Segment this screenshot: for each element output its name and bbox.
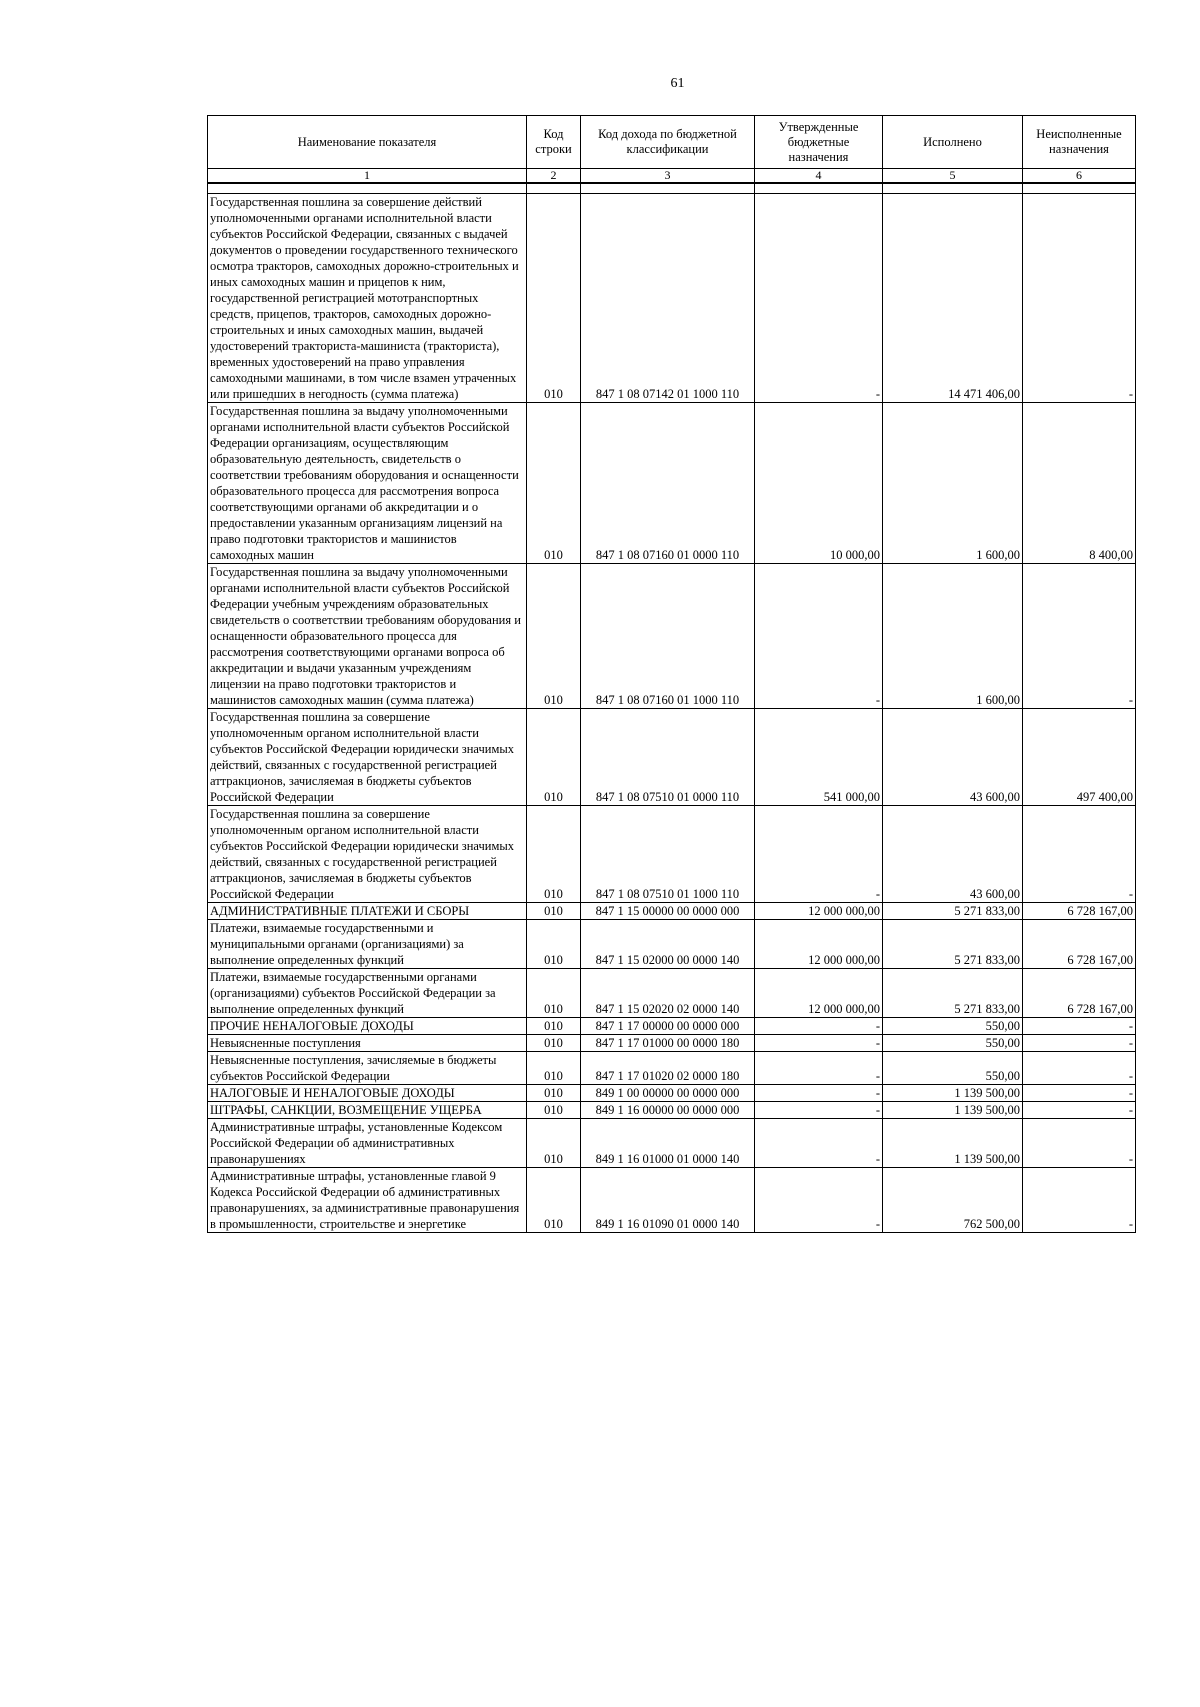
table-row xyxy=(208,1119,1136,1168)
row-unexecuted: - xyxy=(1023,194,1136,403)
row-code: 010 xyxy=(527,1035,581,1052)
table-row xyxy=(208,1018,1136,1035)
column-number: 4 xyxy=(755,169,883,184)
table-row xyxy=(208,194,1136,403)
table-row xyxy=(208,709,1136,806)
row-kbk-code: 849 1 16 01090 01 0000 140 xyxy=(581,1168,755,1233)
row-name: ШТРАФЫ, САНКЦИИ, ВОЗМЕЩЕНИЕ УЩЕРБА xyxy=(208,1102,527,1119)
row-executed: 550,00 xyxy=(883,1035,1023,1052)
row-code: 010 xyxy=(527,564,581,709)
row-name: Платежи, взимаемые государственными органами (организациями) субъектов Российской Федерации за выполнение определенных функций xyxy=(208,969,527,1018)
row-name: Административные штрафы, установленные главой 9 Кодекса Российской Федерации об административных правонарушениях, за административные правонарушения в промышленности, строительстве и энергетике xyxy=(208,1168,527,1233)
row-approved: - xyxy=(755,1052,883,1085)
page-number: 61 xyxy=(670,76,685,91)
table-row xyxy=(208,564,1136,709)
row-kbk-code: 847 1 08 07142 01 1000 110 xyxy=(581,194,755,403)
table-row xyxy=(208,1035,1136,1052)
table-row xyxy=(208,403,1136,564)
header-approved: Утвержденные бюджетные назначения xyxy=(755,116,883,169)
row-approved: - xyxy=(755,1018,883,1035)
row-approved: 12 000 000,00 xyxy=(755,903,883,920)
spacer-row xyxy=(208,183,1136,194)
row-name: НАЛОГОВЫЕ И НЕНАЛОГОВЫЕ ДОХОДЫ xyxy=(208,1085,527,1102)
header-code: Код строки xyxy=(527,116,581,169)
row-approved: 541 000,00 xyxy=(755,709,883,806)
row-unexecuted: - xyxy=(1023,806,1136,903)
row-code: 010 xyxy=(527,920,581,969)
column-number: 1 xyxy=(208,169,527,184)
row-code: 010 xyxy=(527,969,581,1018)
row-code: 010 xyxy=(527,1168,581,1233)
row-code: 010 xyxy=(527,1052,581,1085)
row-name: Государственная пошлина за совершение действий уполномоченными органами исполнительной власти субъектов Российской Федерации, связанных с выдачей документов о проведении государственного технического осмотра тракторов, самоходных дорожно-строительных и иных самоходных машин и прицепов к ним, государственной регистрацией мототранспортных средств, прицепов, тракторов, самоходных дорожно-строительных и иных самоходных машин, выдачей удостоверений тракториста-машиниста (тракториста), временных удостоверений на право управления самоходными машинами, в том числе взамен утраченных или пришедших в негодность (сумма платежа) xyxy=(208,194,527,403)
table-row xyxy=(208,903,1136,920)
row-approved: 12 000 000,00 xyxy=(755,969,883,1018)
row-unexecuted: - xyxy=(1023,1018,1136,1035)
row-name: Невыясненные поступления, зачисляемые в бюджеты субъектов Российской Федерации xyxy=(208,1052,527,1085)
row-unexecuted: - xyxy=(1023,1085,1136,1102)
row-unexecuted: 6 728 167,00 xyxy=(1023,903,1136,920)
row-executed: 43 600,00 xyxy=(883,806,1023,903)
header-unexecuted: Неисполненные назначения xyxy=(1023,116,1136,169)
column-number: 2 xyxy=(527,169,581,184)
row-approved: - xyxy=(755,564,883,709)
row-code: 010 xyxy=(527,1119,581,1168)
row-unexecuted: - xyxy=(1023,1102,1136,1119)
table-header-row xyxy=(208,116,1136,169)
row-name: Государственная пошлина за выдачу уполномоченными органами исполнительной власти субъектов Российской Федерации организациям, осуществляющим образовательную деятельность, свидетельств о соответствии требованиям оборудования и оснащенности образовательного процесса для рассмотрения вопроса соответствующими органами об аккредитации и о предоставлении указанным организациям лицензий на право подготовки трактористов и машинистов самоходных машин xyxy=(208,403,527,564)
row-name: АДМИНИСТРАТИВНЫЕ ПЛАТЕЖИ И СБОРЫ xyxy=(208,903,527,920)
row-code: 010 xyxy=(527,1018,581,1035)
header-name: Наименование показателя xyxy=(208,116,527,169)
row-name: Административные штрафы, установленные Кодексом Российской Федерации об административных правонарушениях xyxy=(208,1119,527,1168)
table-row xyxy=(208,920,1136,969)
header-executed: Исполнено xyxy=(883,116,1023,169)
row-kbk-code: 847 1 08 07510 01 1000 110 xyxy=(581,806,755,903)
table-row xyxy=(208,1052,1136,1085)
row-executed: 1 600,00 xyxy=(883,403,1023,564)
row-unexecuted: 6 728 167,00 xyxy=(1023,920,1136,969)
row-name: Государственная пошлина за выдачу уполномоченными органами исполнительной власти субъектов Российской Федерации учебным учреждениям образовательных свидетельств о соответствии требованиям оборудования и оснащенности образовательного процесса для рассмотрения соответствующими органами вопроса об аккредитации и выдачи указанным учреждениям лицензии на право подготовки трактористов и машинистов самоходных машин (сумма платежа) xyxy=(208,564,527,709)
row-executed: 1 139 500,00 xyxy=(883,1119,1023,1168)
row-approved: - xyxy=(755,1168,883,1233)
table-row xyxy=(208,969,1136,1018)
row-approved: 10 000,00 xyxy=(755,403,883,564)
row-executed: 5 271 833,00 xyxy=(883,903,1023,920)
row-executed: 550,00 xyxy=(883,1018,1023,1035)
row-approved: - xyxy=(755,1085,883,1102)
row-kbk-code: 847 1 17 01000 00 0000 180 xyxy=(581,1035,755,1052)
row-kbk-code: 847 1 08 07510 01 0000 110 xyxy=(581,709,755,806)
row-unexecuted: - xyxy=(1023,1168,1136,1233)
row-approved: - xyxy=(755,1102,883,1119)
row-executed: 5 271 833,00 xyxy=(883,920,1023,969)
row-name: Невыясненные поступления xyxy=(208,1035,527,1052)
row-approved: - xyxy=(755,1119,883,1168)
row-kbk-code: 847 1 08 07160 01 1000 110 xyxy=(581,564,755,709)
row-kbk-code: 849 1 00 00000 00 0000 000 xyxy=(581,1085,755,1102)
row-unexecuted: 8 400,00 xyxy=(1023,403,1136,564)
row-name: Платежи, взимаемые государственными и муниципальными органами (организациями) за выполнение определенных функций xyxy=(208,920,527,969)
row-code: 010 xyxy=(527,903,581,920)
row-unexecuted: - xyxy=(1023,1052,1136,1085)
table-row xyxy=(208,1168,1136,1233)
row-code: 010 xyxy=(527,1102,581,1119)
row-kbk-code: 847 1 17 01020 02 0000 180 xyxy=(581,1052,755,1085)
row-approved: - xyxy=(755,1035,883,1052)
row-kbk-code: 849 1 16 01000 01 0000 140 xyxy=(581,1119,755,1168)
row-unexecuted: - xyxy=(1023,1035,1136,1052)
row-executed: 550,00 xyxy=(883,1052,1023,1085)
row-name: Государственная пошлина за совершение уполномоченным органом исполнительной власти субъектов Российской Федерации юридически значимых действий, связанных с государственной регистрацией аттракционов, зачисляемая в бюджеты субъектов Российской Федерации xyxy=(208,806,527,903)
row-executed: 5 271 833,00 xyxy=(883,969,1023,1018)
row-executed: 1 139 500,00 xyxy=(883,1085,1023,1102)
table-row xyxy=(208,1102,1136,1119)
row-code: 010 xyxy=(527,709,581,806)
column-number: 5 xyxy=(883,169,1023,184)
row-kbk-code: 847 1 08 07160 01 0000 110 xyxy=(581,403,755,564)
table-row xyxy=(208,1085,1136,1102)
row-unexecuted: - xyxy=(1023,1119,1136,1168)
row-kbk-code: 847 1 15 02020 02 0000 140 xyxy=(581,969,755,1018)
row-approved: - xyxy=(755,194,883,403)
row-executed: 762 500,00 xyxy=(883,1168,1023,1233)
row-code: 010 xyxy=(527,806,581,903)
table-row xyxy=(208,806,1136,903)
row-kbk-code: 849 1 16 00000 00 0000 000 xyxy=(581,1102,755,1119)
revenue-report-table xyxy=(207,115,1136,1233)
row-approved: - xyxy=(755,806,883,903)
row-kbk-code: 847 1 15 02000 00 0000 140 xyxy=(581,920,755,969)
row-code: 010 xyxy=(527,194,581,403)
header-kbk: Код дохода по бюджетной классификации xyxy=(581,116,755,169)
row-unexecuted: 497 400,00 xyxy=(1023,709,1136,806)
row-unexecuted: 6 728 167,00 xyxy=(1023,969,1136,1018)
row-code: 010 xyxy=(527,403,581,564)
row-executed: 1 139 500,00 xyxy=(883,1102,1023,1119)
column-number: 6 xyxy=(1023,169,1136,184)
row-kbk-code: 847 1 15 00000 00 0000 000 xyxy=(581,903,755,920)
row-code: 010 xyxy=(527,1085,581,1102)
row-name: ПРОЧИЕ НЕНАЛОГОВЫЕ ДОХОДЫ xyxy=(208,1018,527,1035)
row-unexecuted: - xyxy=(1023,564,1136,709)
column-number: 3 xyxy=(581,169,755,184)
column-number-row xyxy=(208,169,1136,184)
row-name: Государственная пошлина за совершение уполномоченным органом исполнительной власти субъектов Российской Федерации юридически значимых действий, связанных с государственной регистрацией аттракционов, зачисляемая в бюджеты субъектов Российской Федерации xyxy=(208,709,527,806)
row-executed: 14 471 406,00 xyxy=(883,194,1023,403)
row-approved: 12 000 000,00 xyxy=(755,920,883,969)
row-kbk-code: 847 1 17 00000 00 0000 000 xyxy=(581,1018,755,1035)
row-executed: 1 600,00 xyxy=(883,564,1023,709)
row-executed: 43 600,00 xyxy=(883,709,1023,806)
